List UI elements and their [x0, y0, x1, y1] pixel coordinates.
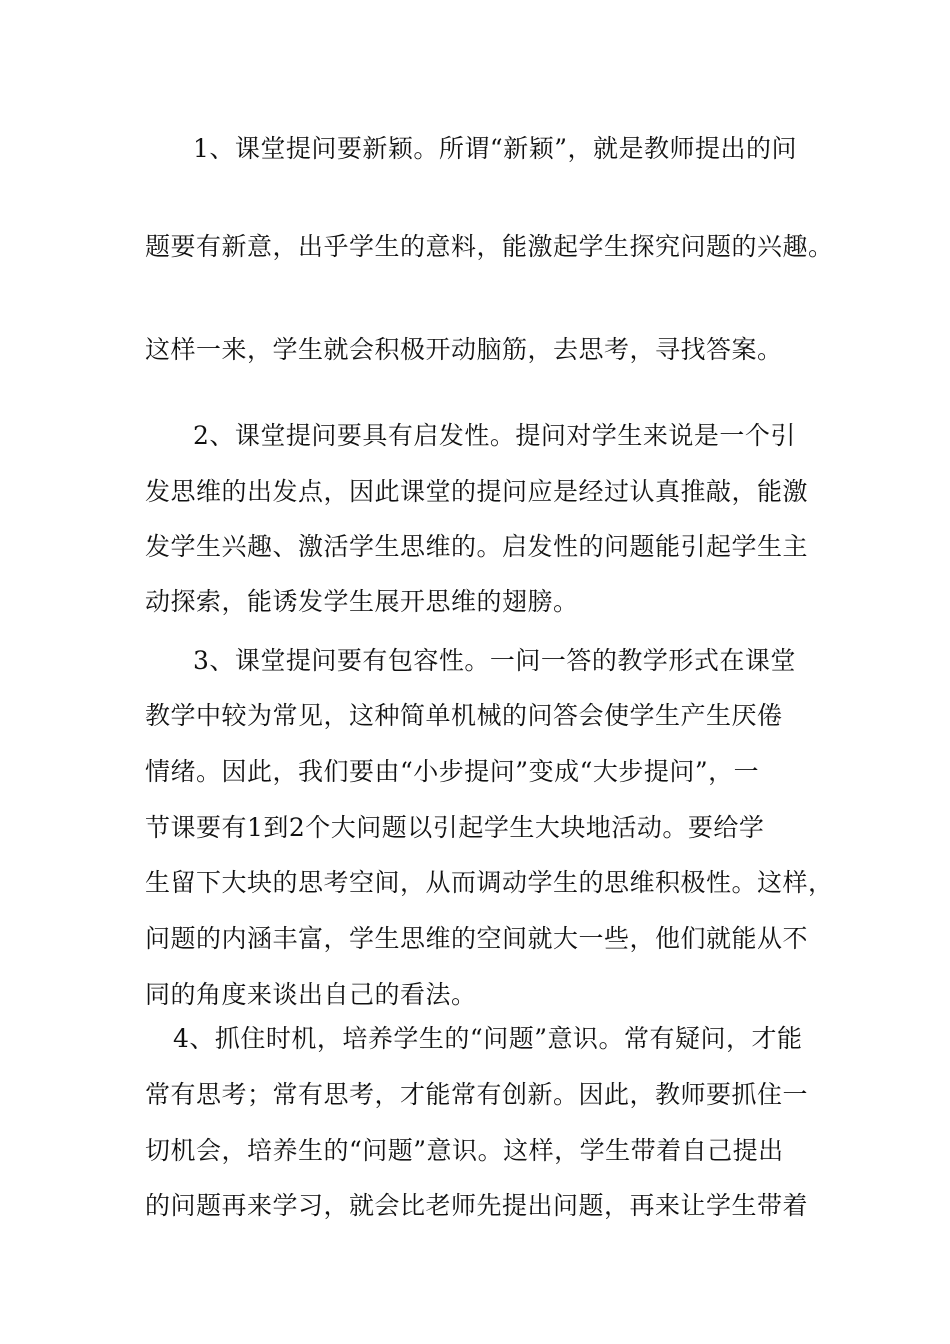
paragraph-2-line-3: 发学生兴趣、激活学生思维的。启发性的问题能引起学生主 [145, 532, 809, 561]
paragraph-3-line-7: 同的角度来谈出自己的看法。 [145, 980, 477, 1009]
paragraph-1-line-1: 1、课堂提问要新颖。所谓“新颖”，就是教师提出的问 [193, 134, 797, 163]
paragraph-4-line-4: 的问题再来学习，就会比老师先提出问题，再来让学生带着 [145, 1191, 809, 1220]
paragraph-1-line-3: 这样一来，学生就会积极开动脑筋，去思考，寻找答案。 [145, 335, 783, 364]
paragraph-2-line-2: 发思维的出发点，因此课堂的提问应是经过认真推敲，能激 [145, 477, 809, 506]
paragraph-2-line-1: 2、课堂提问要具有启发性。提问对学生来说是一个引 [193, 421, 796, 450]
paragraph-4-line-2: 常有思考；常有思考，才能常有创新。因此，教师要抓住一 [145, 1080, 809, 1109]
paragraph-3-line-3: 情绪。因此，我们要由“小步提问”变成“大步提问”，一 [145, 757, 760, 786]
paragraph-3-line-5: 生留下大块的思考空间，从而调动学生的思维积极性。这样， [145, 868, 834, 897]
paragraph-1-line-2: 题要有新意，出乎学生的意料，能激起学生探究问题的兴趣。 [145, 232, 834, 261]
paragraph-3-line-2: 教学中较为常见，这种简单机械的问答会使学生产生厌倦 [145, 701, 783, 730]
paragraph-2-line-4: 动探索，能诱发学生展开思维的翅膀。 [145, 587, 579, 616]
paragraph-4-line-3: 切机会，培养生的“问题”意识。这样，学生带着自己提出 [145, 1136, 784, 1165]
paragraph-3-line-6: 问题的内涵丰富，学生思维的空间就大一些，他们就能从不 [145, 924, 809, 953]
paragraph-3-line-1: 3、课堂提问要有包容性。一问一答的教学形式在课堂 [193, 646, 796, 675]
paragraph-4-line-1: 4、抓住时机，培养学生的“问题”意识。常有疑问，才能 [173, 1024, 803, 1053]
paragraph-3-line-4: 节课要有1到2个大问题以引起学生大块地活动。要给学 [145, 813, 765, 842]
